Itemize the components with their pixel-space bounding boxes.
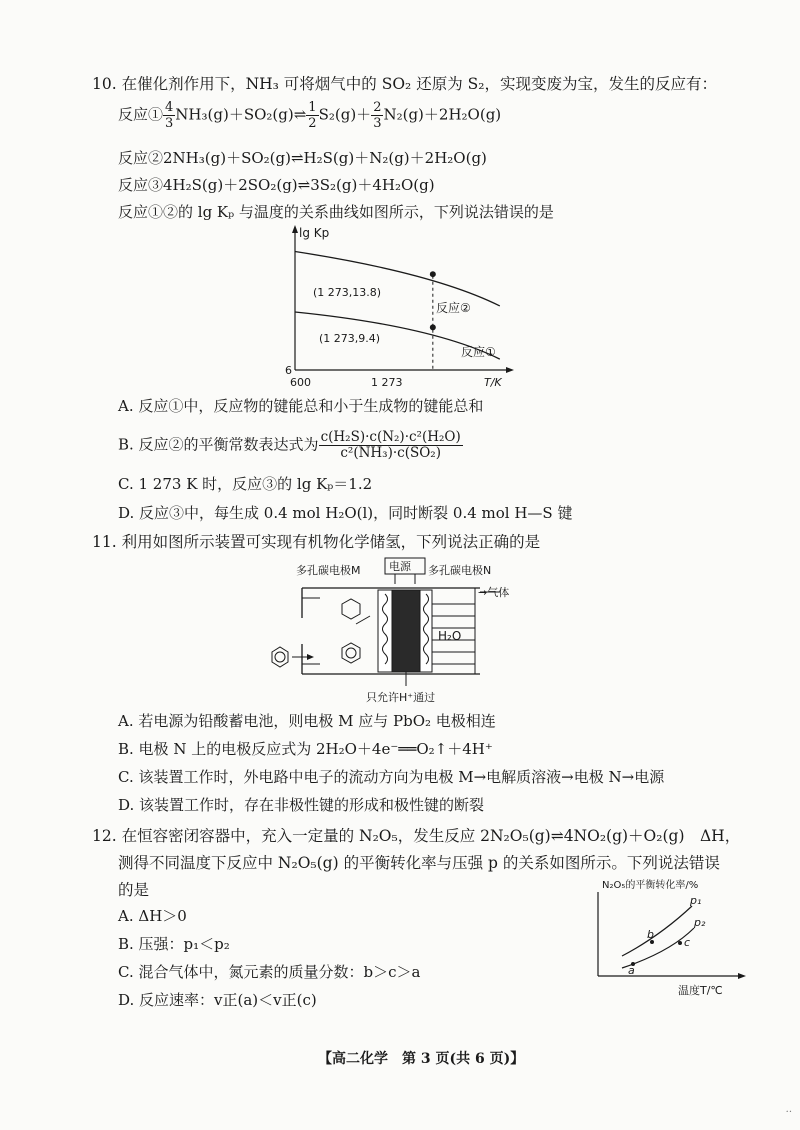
q11-option-b: B. 电极 N 上的电极反应式为 2H₂O＋4e⁻══O₂↑＋4H⁺ [118,740,493,758]
q10-option-c: C. 1 273 K 时，反应③的 lg Kₚ＝1.2 [118,475,373,493]
electrode-m [378,590,392,672]
q10-reaction-2: 反应②2NH₃(g)＋SO₂(g)⇌H₂S(g)＋N₂(g)＋2H₂O(g) [118,149,487,167]
x-axis-arrow [506,367,514,373]
q10-option-a: A. 反应①中，反应物的键能总和小于生成物的键能总和 [118,397,484,415]
q10-question: 反应①②的 lg Kₚ 与温度的关系曲线如图所示，下列说法错误的是 [118,203,554,221]
q12-stem-line-1: 12. 在恒容密闭容器中，充入一定量的 N₂O₅，发生反应 2N₂O₅(g)⇌4NO₂(g)＋O₂(g) ΔH， [92,827,741,845]
coef-2-3: $\frac{2}{3}$ [373,100,382,131]
benzene-icon [342,643,360,663]
legend-reaction-2: 反应② [436,301,471,315]
proton-membrane [392,590,420,672]
kp-denominator: c²(NH₃)·c(SO₂) [340,445,441,461]
lgkp-chart [270,222,520,390]
benzene-inner-ring-icon [346,648,356,658]
label-p1: p₁ [690,894,702,907]
label-point-c: c [684,936,691,949]
y-axis-arrow [292,225,298,233]
q11-option-d: D. 该装置工作时，存在非极性键的形成和极性键的断裂 [118,796,485,814]
q12-stem-line-2: 测得不同温度下反应中 N₂O₅(g) 的平衡转化率与压强 p 的关系如图所示。下列说法错误 [118,854,720,872]
flow-arrow [356,616,370,624]
coef-1-2: $\frac{1}{2}$ [308,100,317,131]
q11-option-a: A. 若电源为铅酸蓄电池，则电极 M 应与 PbO₂ 电极相连 [118,712,496,730]
legend-reaction-1: 反应① [461,345,496,359]
benzene-feed-icon [272,647,288,667]
x-axis-label: T/K [484,376,502,389]
reaction-1-part-a: NH₃(g)＋SO₂(g) [175,105,294,124]
label-electrode-n: 多孔碳电极N [428,564,492,577]
label-power-source: 电源 [389,560,411,573]
q12-option-d: D. 反应速率：v正(a)＜v正(c) [118,991,317,1009]
point-reaction-2-1273 [430,271,436,277]
q10-reaction-3: 反应③4H₂S(g)＋2SO₂(g)⇌3S₂(g)＋4H₂O(g) [118,176,435,194]
electrode-n [420,590,432,672]
label-point-a: a [628,964,635,977]
q12-stem-line-3: 的是 [118,881,150,899]
x-tick-1273: 1 273 [371,376,403,389]
page-footer: 【高二化学 第 3 页(共 6 页)】 [318,1051,525,1067]
point-c [678,941,682,945]
kp-expression [319,430,463,461]
reaction-1-part-b: S₂(g)＋ [318,105,372,124]
electrolysis-diagram [250,556,570,706]
benzene-ring-icon [275,652,285,662]
q10-reaction-1 [118,100,501,131]
q11-stem: 11. 利用如图所示装置可实现有机物化学储氢，下列说法正确的是 [92,533,541,551]
conversion-chart [560,876,760,1000]
option-b-prefix: B. 反应②的平衡常数表达式为 [118,435,319,454]
origin-label: 6 [285,364,292,377]
q11-option-c: C. 该装置工作时，外电路中电子的流动方向为电极 M→电解质溶液→电极 N→电源 [118,768,665,786]
label-p2: p₂ [694,916,706,929]
chart2-y-label: N₂O₅的平衡转化率/% [602,880,699,891]
cyclohexane-icon [342,599,360,619]
curve-p1 [622,906,692,956]
equilibrium-arrow: ⇌ [293,105,307,124]
label-point-b: b [647,928,654,941]
q10-stem: 10. 在催化剂作用下，NH₃ 可将烟气中的 SO₂ 还原为 S₂，实现变废为宝，发生的反应有： [92,75,717,93]
reaction-1-label: 反应① [118,105,164,124]
q12-option-c: C. 混合气体中，氮元素的质量分数：b＞c＞a [118,963,421,981]
reaction-1-part-c: N₂(g)＋2H₂O(g) [383,105,502,124]
label-membrane: 只允许H⁺通过 [366,691,436,704]
coef-4-3: $\frac{4}{3}$ [165,100,174,131]
annot-13-8: (1 273,13.8) [313,286,382,299]
label-electrode-m: 多孔碳电极M [296,564,361,577]
chart2-x-arrow [738,973,746,979]
scan-mark: ·· [785,1107,792,1118]
q12-option-b: B. 压强：p₁＜p₂ [118,935,230,953]
x-tick-600: 600 [290,376,311,389]
annot-9-4: (1 273,9.4) [319,332,381,345]
feed-arrowhead [307,654,314,660]
q10-option-b [118,430,463,461]
kp-numerator: c(H₂S)·c(N₂)·c²(H₂O) [320,429,461,445]
label-water: H₂O [438,629,462,643]
q12-option-a: A. ΔH＞0 [118,907,187,925]
chart2-x-label: 温度T/℃ [678,984,723,997]
y-axis-label: lg Kp [299,226,330,240]
label-gas: →气体 [478,586,510,599]
q10-option-d: D. 反应③中，每生成 0.4 mol H₂O(l)，同时断裂 0.4 mol H—S 键 [118,504,573,522]
point-reaction-1-1273 [430,324,436,330]
